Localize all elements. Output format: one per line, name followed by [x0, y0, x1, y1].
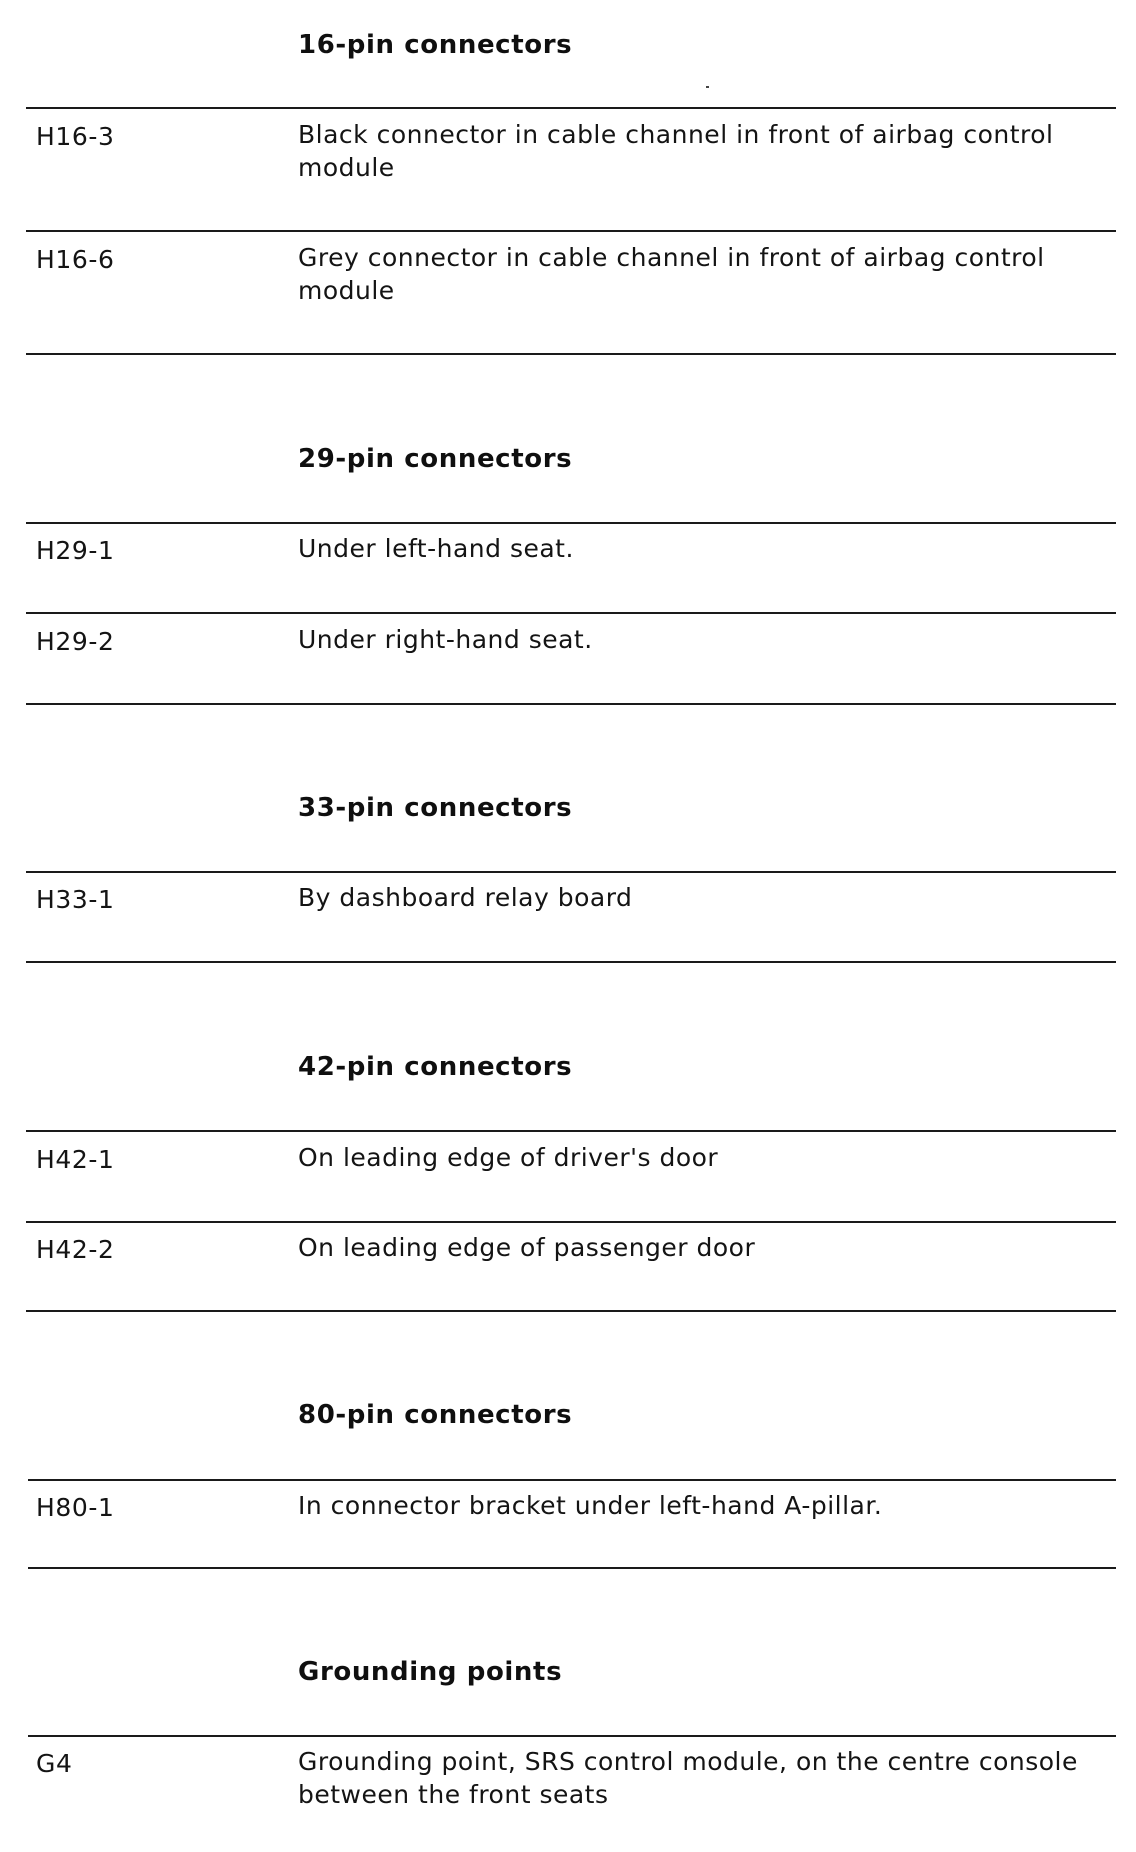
section-heading: 16-pin connectors [298, 30, 573, 60]
connector-location: Grounding point, SRS control module, on the centre console between the front seats [298, 1747, 1078, 1809]
connector-location: Black connector in cable channel in front of airbag control module [298, 120, 1054, 182]
connector-code: H42-1 [36, 1145, 115, 1174]
section-heading: 80-pin connectors [298, 1400, 573, 1430]
connector-location: Under left-hand seat. [298, 534, 574, 563]
connector-location: On leading edge of passenger door [298, 1233, 756, 1262]
connector-code: G4 [36, 1749, 73, 1778]
table-rule [26, 1310, 1116, 1312]
connector-code: H29-2 [36, 627, 115, 656]
connector-code: H80-1 [36, 1493, 115, 1522]
table-rule [26, 703, 1116, 705]
table-rule [28, 1735, 1116, 1737]
section-heading: 42-pin connectors [298, 1052, 573, 1082]
connector-code: H16-3 [36, 122, 115, 151]
connector-location: On leading edge of driver's door [298, 1143, 719, 1172]
table-rule [28, 1479, 1116, 1481]
table-rule [26, 230, 1116, 232]
connector-code: H16-6 [36, 245, 115, 274]
table-rule [26, 353, 1116, 355]
section-heading: Grounding points [298, 1657, 563, 1687]
table-rule [26, 1221, 1116, 1223]
table-rule [26, 107, 1116, 109]
section-heading: 29-pin connectors [298, 444, 573, 474]
connector-location: Grey connector in cable channel in front of airbag control module [298, 243, 1045, 305]
table-rule [26, 612, 1116, 614]
connector-code: H42-2 [36, 1235, 115, 1264]
table-rule [26, 961, 1116, 963]
connector-location: By dashboard relay board [298, 883, 633, 912]
table-rule [28, 1567, 1116, 1569]
connector-code: H29-1 [36, 536, 115, 565]
table-rule [26, 522, 1116, 524]
connector-location: In connector bracket under left-hand A-pillar. [298, 1491, 883, 1520]
table-rule [26, 871, 1116, 873]
scan-speck [706, 86, 709, 88]
connector-location: Under right-hand seat. [298, 625, 593, 654]
section-heading: 33-pin connectors [298, 793, 573, 823]
table-rule [26, 1130, 1116, 1132]
connector-code: H33-1 [36, 885, 115, 914]
